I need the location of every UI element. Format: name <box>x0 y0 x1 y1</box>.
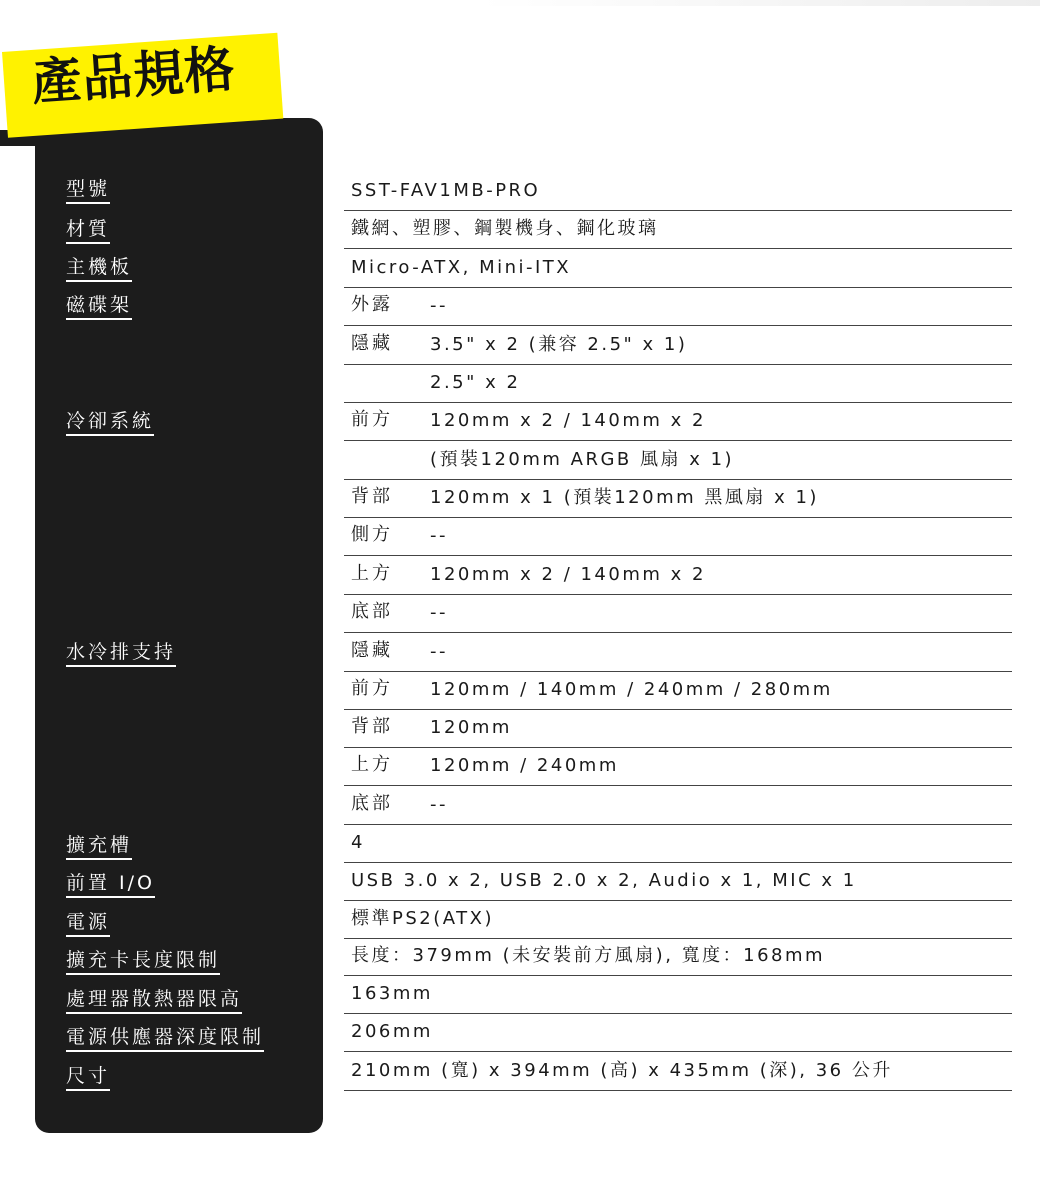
value-drive-bay-exposed: -- <box>430 295 448 316</box>
value-cpu-cooler: 163mm <box>351 983 433 1004</box>
value-cooling-front: 120mm x 2 / 140mm x 2 <box>430 410 706 431</box>
sub-label: 上方 <box>351 563 393 584</box>
row-material <box>344 210 1012 249</box>
label-material: 材質 <box>66 218 110 244</box>
value-radiator-hidden: -- <box>430 641 448 662</box>
sub-label: 隱藏 <box>351 333 393 354</box>
row-motherboard <box>344 249 1012 288</box>
label-psu-depth: 電源供應器深度限制 <box>66 1026 264 1052</box>
row-drive-bay-exposed <box>344 287 1012 326</box>
row-cooling-front <box>344 402 1012 441</box>
row-model <box>344 172 1012 211</box>
sub-label: 隱藏 <box>351 640 393 661</box>
row-radiator-hidden <box>344 633 1012 672</box>
label-cooling: 冷卻系統 <box>66 410 154 436</box>
row-cooling-side <box>344 517 1012 556</box>
row-radiator-bottom <box>344 786 1012 825</box>
row-cooling-rear <box>344 479 1012 518</box>
sub-label: 外露 <box>351 294 393 315</box>
value-model: SST-FAV1MB-PRO <box>351 180 541 201</box>
label-motherboard: 主機板 <box>66 256 132 282</box>
row-radiator-front <box>344 671 1012 710</box>
row-cooling-front-2 <box>344 441 1012 480</box>
value-cooling-top: 120mm x 2 / 140mm x 2 <box>430 564 706 585</box>
row-psu-depth <box>344 1013 1012 1052</box>
sub-label: 前方 <box>351 678 393 699</box>
value-drive-bay-hidden: 3.5" x 2 (兼容 2.5" x 1) <box>430 334 688 355</box>
row-drive-bay-hidden-2 <box>344 364 1012 403</box>
row-cooling-top <box>344 556 1012 595</box>
row-psu <box>344 900 1012 939</box>
sub-label: 上方 <box>351 754 393 775</box>
value-psu: 標準PS2(ATX) <box>351 908 495 929</box>
value-radiator-top: 120mm / 240mm <box>430 755 619 776</box>
page-title: 產品規格 <box>29 39 238 112</box>
value-material: 鐵網、塑膠、鋼製機身、鋼化玻璃 <box>351 218 659 239</box>
value-radiator-bottom: -- <box>430 794 448 815</box>
row-cpu-cooler <box>344 975 1012 1014</box>
row-cooling-bottom <box>344 594 1012 633</box>
sub-label: 背部 <box>351 486 393 507</box>
row-drive-bay-hidden <box>344 326 1012 365</box>
value-psu-depth: 206mm <box>351 1021 433 1042</box>
label-psu: 電源 <box>66 911 110 937</box>
value-gpu-length: 長度：379mm (未安裝前方風扇), 寬度：168mm <box>351 945 826 966</box>
row-dimensions <box>344 1052 1012 1091</box>
row-expansion-slots <box>344 824 1012 863</box>
sub-label: 前方 <box>351 409 393 430</box>
label-gpu-length: 擴充卡長度限制 <box>66 949 220 975</box>
value-radiator-front: 120mm / 140mm / 240mm / 280mm <box>430 679 833 700</box>
label-front-io: 前置 I/O <box>66 872 155 898</box>
value-radiator-rear: 120mm <box>430 717 512 738</box>
value-cooling-front-2: (預裝120mm ARGB 風扇 x 1) <box>430 449 735 470</box>
row-front-io <box>344 862 1012 901</box>
value-cooling-bottom: -- <box>430 602 448 623</box>
top-decor-strip <box>480 0 1040 6</box>
row-radiator-rear <box>344 709 1012 748</box>
sub-label: 底部 <box>351 601 393 622</box>
row-gpu-length <box>344 937 1012 976</box>
sub-label: 側方 <box>351 524 393 545</box>
value-drive-bay-hidden-2: 2.5" x 2 <box>430 372 521 393</box>
label-dimensions: 尺寸 <box>66 1065 110 1091</box>
label-expansion-slots: 擴充槽 <box>66 834 132 860</box>
value-cooling-rear: 120mm x 1 (預裝120mm 黑風扇 x 1) <box>430 487 819 508</box>
row-radiator-top <box>344 747 1012 786</box>
value-cooling-side: -- <box>430 525 448 546</box>
value-front-io: USB 3.0 x 2, USB 2.0 x 2, Audio x 1, MIC x 1 <box>351 870 857 891</box>
label-model: 型號 <box>66 178 110 204</box>
value-dimensions: 210mm (寬) x 394mm (高) x 435mm (深), 36 公升 <box>351 1060 893 1081</box>
sub-label: 底部 <box>351 793 393 814</box>
label-cpu-cooler: 處理器散熱器限高 <box>66 988 242 1014</box>
label-drive-bays: 磁碟架 <box>66 294 132 320</box>
value-motherboard: Micro-ATX, Mini-ITX <box>351 257 572 278</box>
sub-label: 背部 <box>351 716 393 737</box>
label-radiator: 水冷排支持 <box>66 641 176 667</box>
value-expansion-slots: 4 <box>351 832 365 853</box>
